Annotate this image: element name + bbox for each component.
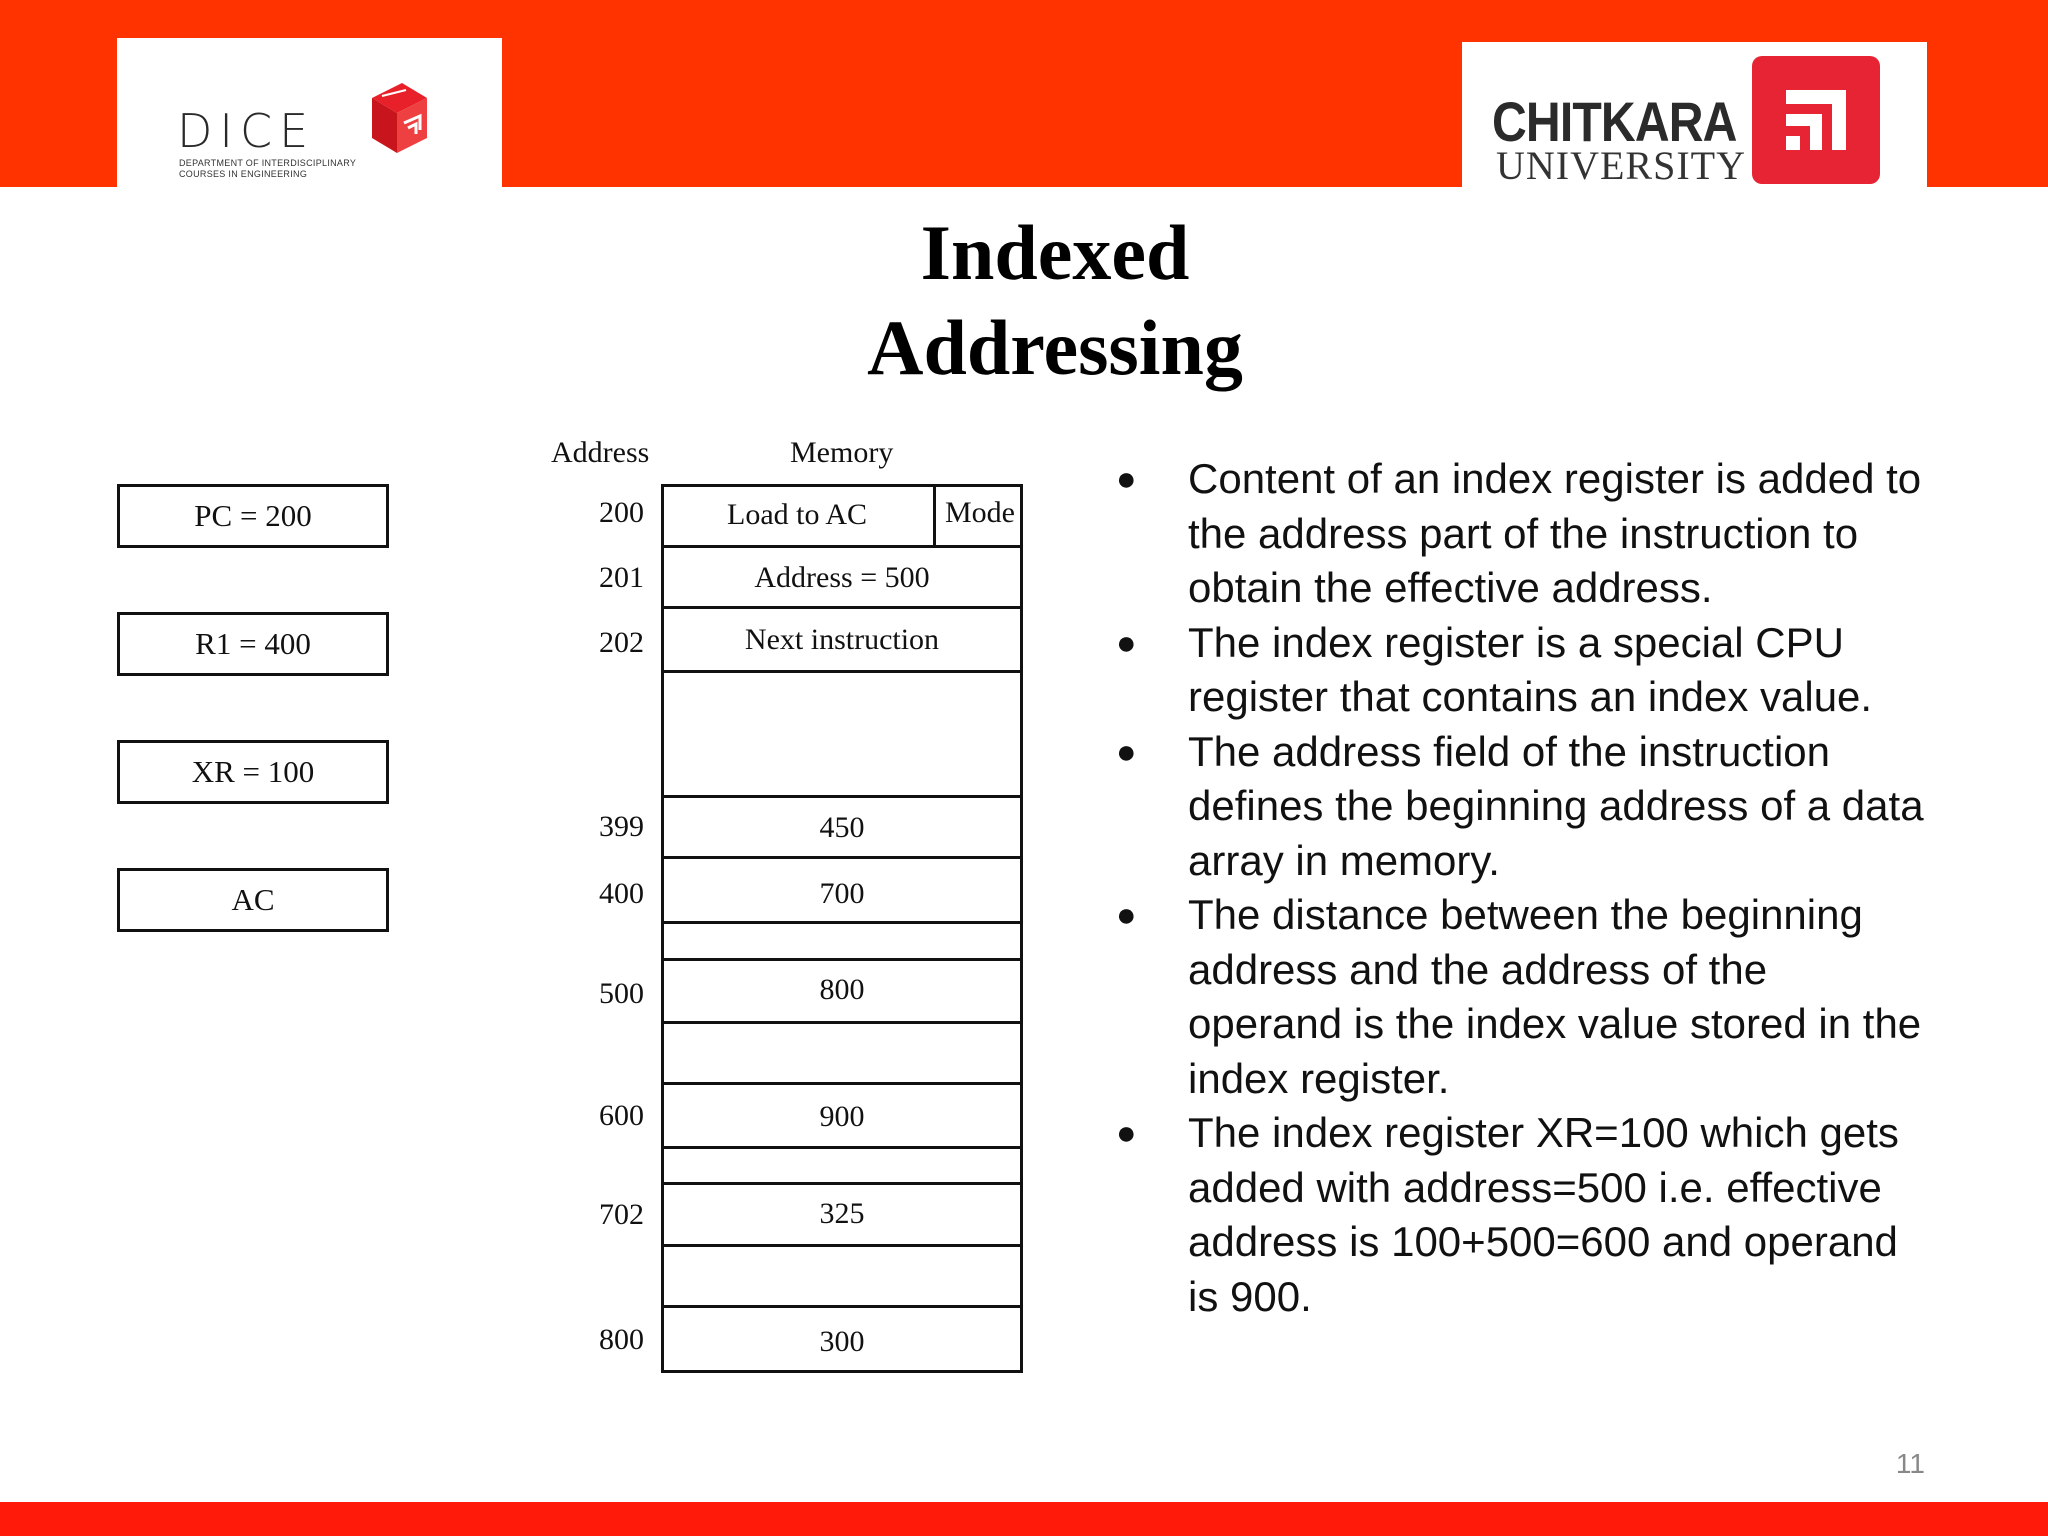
- chitkara-wordmark: CHITKARA: [1492, 90, 1737, 153]
- bullet-item: ● The index register is a special CPU register that contains an index value.: [1110, 616, 1930, 725]
- address-label: 600: [599, 1099, 644, 1132]
- dice-cube-icon: [362, 78, 432, 158]
- bullet-dot-icon: ●: [1116, 896, 1137, 934]
- address-label: 400: [599, 877, 644, 910]
- bullet-dot-icon: ●: [1116, 460, 1137, 498]
- address-label: 800: [599, 1323, 644, 1356]
- memory-content: 900: [819, 1100, 865, 1133]
- memory-content: 325: [819, 1197, 865, 1230]
- chitkara-badge-icon: [1752, 56, 1880, 184]
- address-label: 202: [599, 626, 644, 659]
- dice-logo: [117, 38, 502, 188]
- slide-title: Indexed Addressing: [867, 209, 1243, 391]
- page-number: 11: [1895, 1448, 1925, 1479]
- memory-gap-cell: [661, 1021, 1023, 1085]
- memory-gap-cell: [661, 1244, 1023, 1308]
- footer-band: [0, 1502, 2048, 1536]
- bullet-item: ● The index register XR=100 which gets added with address=500 i.e. effective address is 100+500=600 and operand is 900.: [1110, 1106, 1930, 1324]
- memory-content: Address = 500: [754, 561, 930, 594]
- address-label: 201: [599, 561, 644, 594]
- register-xr: XR = 100: [117, 740, 389, 804]
- address-label: 399: [599, 810, 644, 843]
- register-r1: R1 = 400: [117, 612, 389, 676]
- memory-gap-cell: [661, 1146, 1023, 1185]
- memory-content: 700: [819, 877, 865, 910]
- bullet-item: ● The address field of the instruction defines the beginning address of a data array in memory.: [1110, 725, 1930, 889]
- address-column-header: Address: [551, 436, 650, 469]
- memory-gap-cell: [661, 670, 1023, 798]
- dice-wordmark: DICE: [177, 104, 316, 158]
- memory-content: 300: [819, 1325, 865, 1358]
- bullet-dot-icon: ●: [1116, 732, 1137, 771]
- memory-content: Load to AC: [727, 498, 867, 531]
- memory-gap-cell: [661, 921, 1023, 961]
- university-wordmark: UNIVERSITY: [1496, 143, 1746, 188]
- dice-subtitle: DEPARTMENT OF INTERDISCIPLINARY COURSES IN ENGINEERING: [179, 158, 357, 179]
- register-pc: PC = 200: [117, 484, 389, 548]
- bullet-item: ● The distance between the beginning address and the address of the operand is the index value stored in the index register.: [1110, 888, 1930, 1106]
- chitkara-logo: [1462, 42, 1927, 188]
- address-label: 200: [599, 496, 644, 529]
- address-label: 500: [599, 977, 644, 1010]
- memory-content: 450: [819, 811, 865, 844]
- memory-content: 800: [819, 973, 865, 1006]
- bullet-dot-icon: ●: [1116, 1114, 1137, 1152]
- mode-label: Mode: [945, 496, 1015, 529]
- memory-content: Next instruction: [744, 623, 940, 656]
- bullet-dot-icon: ●: [1116, 623, 1137, 662]
- bullet-list: [1110, 452, 1930, 1324]
- address-label: 702: [599, 1198, 644, 1231]
- bullet-item: ● Content of an index register is added to the address part of the instruction to obtain the effective address.: [1110, 452, 1930, 616]
- mode-divider: [933, 484, 936, 548]
- memory-column-header: Memory: [790, 436, 894, 469]
- register-ac: AC: [117, 868, 389, 932]
